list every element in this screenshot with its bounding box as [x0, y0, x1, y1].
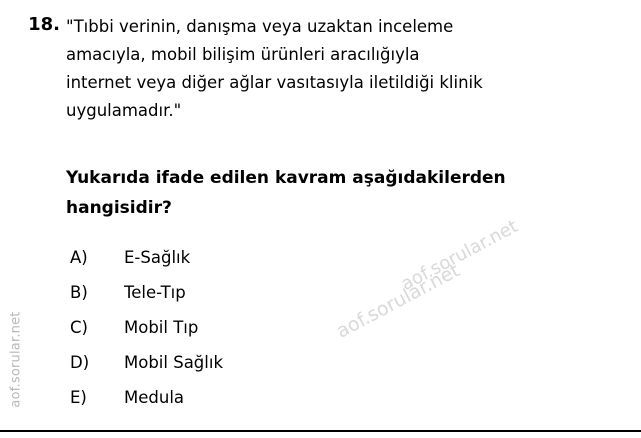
stem-line: "Tıbbi verinin, danışma veya uzaktan inceleme [66, 17, 454, 36]
option-text: Tele-Tıp [124, 283, 186, 302]
option-text: Mobil Tıp [124, 318, 199, 337]
option-text: Mobil Sağlık [124, 353, 223, 372]
option-letter: B) [70, 283, 88, 302]
option-c[interactable] [66, 310, 526, 345]
option-d[interactable] [66, 345, 526, 380]
prompt-line: hangisidir? [66, 198, 172, 218]
diagonal-watermark-1: aof.sorular.net [332, 259, 464, 343]
option-letter: A) [70, 248, 88, 267]
option-letter: E) [70, 388, 87, 407]
question-stem [66, 13, 611, 125]
option-a[interactable] [66, 240, 526, 275]
question-number: 18. [28, 14, 60, 35]
option-text: E-Sağlık [124, 248, 191, 267]
stem-line: amacıyla, mobil bilişim ürünleri aracılığıyla [66, 45, 420, 64]
option-b[interactable] [66, 275, 526, 310]
option-text: Medula [124, 388, 185, 407]
stem-line: internet veya diğer ağlar vasıtasıyla iletildiği klinik [66, 73, 483, 92]
option-letter: C) [70, 318, 88, 337]
bottom-divider [0, 430, 641, 432]
option-letter: D) [70, 353, 90, 372]
options-list [66, 240, 526, 415]
question-prompt [66, 163, 611, 223]
side-watermark: aof.sorular.net [8, 311, 24, 408]
diagonal-watermark-2: aof.sorular.net [397, 215, 522, 296]
prompt-line: Yukarıda ifade edilen kavram aşağıdakilerden [66, 168, 506, 188]
stem-line: uygulamadır." [66, 101, 182, 120]
option-e[interactable] [66, 380, 526, 415]
